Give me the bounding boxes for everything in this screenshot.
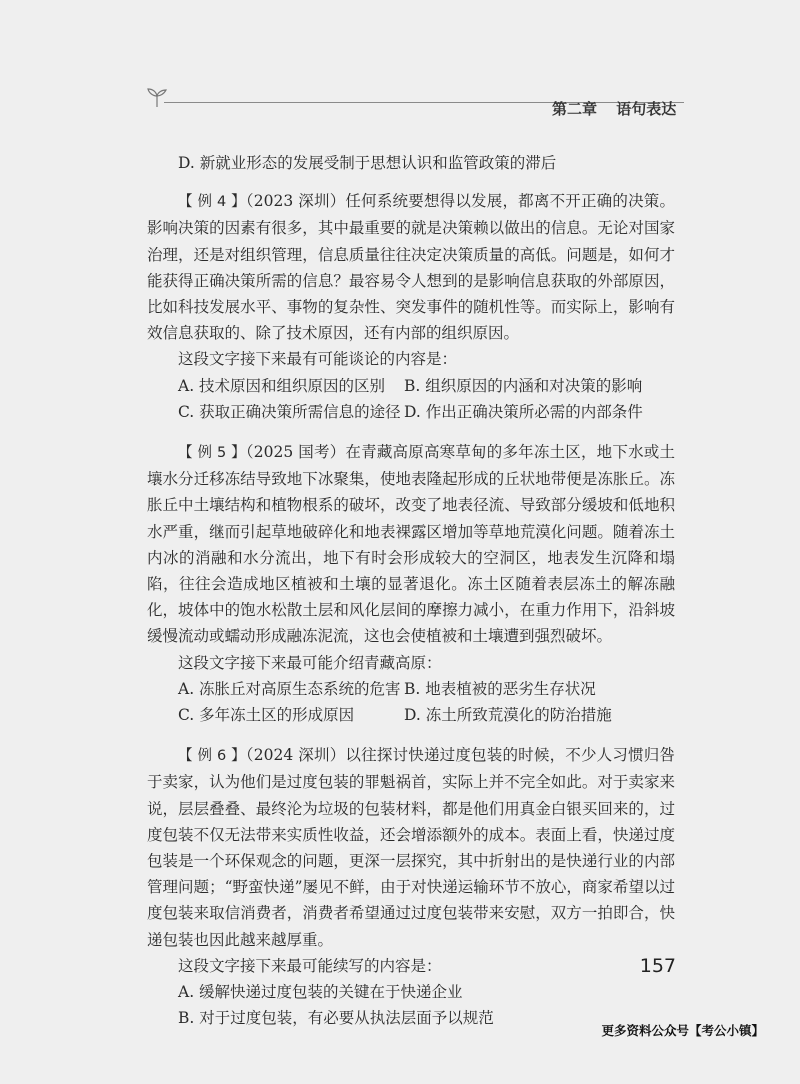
example-6-source: （2024 深圳） [245,746,346,765]
example-5-text: 在青藏高原高寒草甸的多年冻土区，地下水或土壤水分迁移冻结导致地下冰聚集，使地表隆起形成的丘状地带便是冻胀丘。冻胀丘中土壤结构和植物根系的破坏，改变了地表径流、导致部分缓坡和低地积水严重，继而引起草地破碎化和地表裸露区增加等草地荒漠化问题。随着冻土内冰的消融和水分流出，地下有时会形成较大的空洞区，地表发生沉降和塌陷，往往会造成地区植被和土壤的显著退化。冻土区随着表层冻土的解冻融化，坡体中的饱水松散土层和风化层间的摩擦力减小，在重力作用下，沿斜坡缓慢流动或蠕动形成融冻泥流，这也会使植被和土壤遭到强烈破坏。 [147,443,675,646]
option-c: C. 获取正确决策所需信息的途径 [178,402,401,421]
example-4-options [147,373,675,425]
example-5-source: （2025 国考） [245,443,346,462]
page-body [147,150,675,1032]
example-5 [147,439,675,728]
example-4-passage [147,188,675,346]
option-b: B. 对于过度包装，有必要从执法层面予以规范 [178,1009,494,1028]
option-d: D. 冻土所致荒漠化的防治措施 [404,706,612,725]
option-b: B. 组织原因的内涵和对决策的影响 [404,376,643,395]
example-6-text: 以往探讨快递过度包装的时候，不少人习惯归咎于卖家，认为他们是过度包装的罪魁祸首，实际上并不完全如此。对于卖家来说，层层叠叠、最终沦为垃圾的包装材料，都是他们用真金白银买回来的，过度包装不仅无法带来实质性收益，还会增添额外的成本。表面上看，快递过度包装是一个环保观念的问题，更深一层探究，其中折射出的是快递行业的内部管理问题；“野蛮快递”屡见不鲜，由于对快递运输环节不放心，商家希望以过度包装来取信消费者，消费者希望通过过度包装带来安慰，双方一拍即合，快递包装也因此越来越厚重。 [147,746,675,949]
page-number: 157 [639,955,676,977]
sprout-icon [146,86,168,108]
option-a: A. 冻胀丘对高原生态系统的危害 [178,679,401,698]
example-5-passage [147,439,675,650]
example-5-question: 这段文字接下来最可能介绍青藏高原： [178,653,442,672]
previous-option-d: D. 新就业形态的发展受制于思想认识和监管政策的滞后 [178,154,557,172]
example-4-question: 这段文字接下来最有可能谈论的内容是： [178,350,458,369]
option-b: B. 地表植被的恶劣生存状况 [404,679,596,698]
example-5-options [147,676,675,728]
example-5-label: 【 例 5 】 [178,445,246,462]
chapter-heading [552,98,692,122]
example-4-label: 【 例 4 】 [178,194,246,211]
chapter-title: 语句表达 [616,100,677,118]
option-a: A. 技术原因和组织原因的区别 [178,376,386,395]
example-4 [147,188,675,425]
example-6-label: 【 例 6 】 [178,748,246,765]
option-d: D. 作出正确决策所必需的内部条件 [404,402,643,421]
option-a: A. 缓解快递过度包装的关键在于快递企业 [178,983,463,1002]
example-4-text: 任何系统要想得以发展，都离不开正确的决策。影响决策的因素有很多，其中最重要的就是决策赖以做出的信息。无论对国家治理，还是对组织管理，信息质量往往决定决策质量的高低。问题是，如何才能获得正确决策所需的信息？最容易令人想到的是影响信息获取的外部原因，比如科技发展水平、事物的复杂性、突发事件的随机性等。而实际上，影响有效信息获取的、除了技术原因，还有内部的组织原因。 [147,192,675,343]
footer-promo: 更多资料公众号【考公小镇】 [601,1023,764,1038]
example-6-passage [147,742,675,953]
example-6 [147,742,675,1031]
example-6-question: 这段文字接下来最可能续写的内容是： [178,956,442,975]
chapter-number: 第二章 [552,100,598,118]
option-c: C. 多年冻土区的形成原因 [178,706,355,725]
example-4-source: （2023 深圳） [245,192,346,211]
running-header [0,80,800,120]
